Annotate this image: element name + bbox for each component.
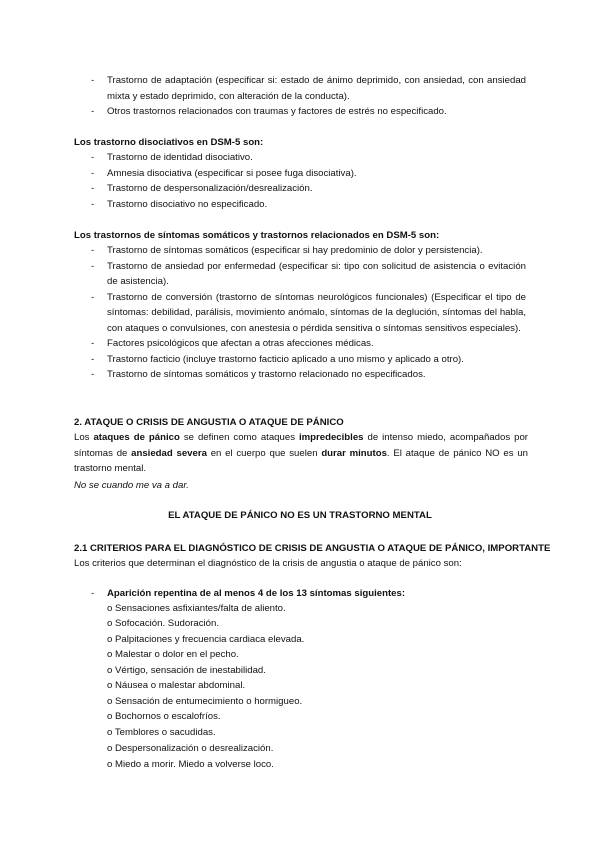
list-item xyxy=(0,352,600,368)
list-item xyxy=(0,150,600,166)
bullet-dash: - xyxy=(91,369,95,380)
bullet-dash: - xyxy=(91,588,95,599)
symptom-item: o Bochornos o escalofríos. xyxy=(107,711,221,722)
somatic-list xyxy=(0,243,600,383)
list-item xyxy=(0,290,600,337)
bold-term: impredecibles xyxy=(298,432,364,443)
dissociative-list xyxy=(0,150,600,212)
dissociative-heading: Los trastorno disociativos en DSM-5 son: xyxy=(74,137,264,148)
somatic-heading: Los trastornos de síntomas somáticos y trastornos relacionados en DSM-5 son: xyxy=(74,230,440,241)
bullet-dash: - xyxy=(91,75,95,86)
criterion-text: Aparición repentina de al menos 4 de los 13 síntomas siguientes: xyxy=(107,588,406,599)
section21-intro: Los criterios que determinan el diagnóstico de la crisis de angustia o ataque de pánico son: xyxy=(74,558,462,569)
section2-paragraph xyxy=(74,430,528,477)
symptom-item: o Temblores o sacudidas. xyxy=(107,727,216,738)
list-item-text: Factores psicológicos que afectan a otras afecciones médicas. xyxy=(107,338,374,349)
center-title: EL ATAQUE DE PÁNICO NO ES UN TRASTORNO MENTAL xyxy=(168,510,432,521)
symptom-item: o Vértigo, sensación de inestabilidad. xyxy=(107,665,266,676)
list-item-text: Trastorno de síntomas somáticos y trastorno relacionado no especificados. xyxy=(107,369,426,380)
symptom-item: o Palpitaciones y frecuencia cardiaca elevada. xyxy=(107,634,305,645)
bullet-dash: - xyxy=(91,152,95,163)
bullet-dash: - xyxy=(91,198,95,210)
list-item xyxy=(0,104,600,120)
paragraph-text: Los xyxy=(74,432,94,443)
bullet-dash: - xyxy=(91,167,95,179)
bullet-dash: - xyxy=(91,106,95,117)
italic-note xyxy=(74,478,528,494)
list-item-text: Trastorno de despersonalización/desrealización. xyxy=(107,183,313,194)
section21-heading: 2.1 CRITERIOS PARA EL DIAGNÓSTICO DE CRISIS DE ANGUSTIA O ATAQUE DE PÁNICO, IMPORTANTE xyxy=(74,543,551,554)
list-item-text: Trastorno facticio (incluye trastorno facticio aplicado a uno mismo y aplicado a otro). xyxy=(107,353,464,365)
list-item-text: Trastorno de adaptación (especificar si: estado de ánimo deprimido, con ansiedad, con ansiedad mixta y estado deprimido, con alteración de la conducta). xyxy=(107,75,526,102)
list-item-text: Otros trastornos relacionados con traumas y factores de estrés no especificado. xyxy=(107,106,447,117)
criteria-list xyxy=(0,586,600,602)
symptom-item: o Sensación de entumecimiento o hormigueo. xyxy=(107,696,303,707)
list-item xyxy=(0,181,600,197)
bold-term: durar minutos xyxy=(321,447,387,459)
symptom-item: o Náusea o malestar abdominal. xyxy=(107,680,246,691)
symptom-item: o Despersonalización o desrealización. xyxy=(107,743,274,754)
symptom-item: o Sofocación. Sudoración. xyxy=(107,618,220,629)
bullet-dash: - xyxy=(91,245,95,256)
list-item xyxy=(0,73,600,104)
list-item xyxy=(0,586,600,602)
bold-term: ansiedad severa xyxy=(131,447,207,459)
bold-term: ataques de pánico xyxy=(93,432,180,443)
paragraph-text: de intenso miedo, acompañados por síntomas de xyxy=(74,432,528,459)
list-item-text: Trastorno de síntomas somáticos (especificar si hay predominio de dolor y persistencia). xyxy=(107,245,483,256)
paragraph-text: en el cuerpo que suelen xyxy=(206,447,322,459)
note-text: No se cuando me va a dar. xyxy=(74,480,189,491)
list-item-text: Trastorno de conversión (trastorno de síntomas neurológicos funcionales) (Especificar el tipo de síntomas: debilidad, parálisis, movimiento anómalo, síntomas de la deglución, síntomas del habla, con ataques o convulsiones, con anestesia o pérdida sensitiva o síntomas sensitivos especiales). xyxy=(107,291,526,334)
list-item xyxy=(0,197,600,213)
list-item xyxy=(0,166,600,182)
list-item-text: Trastorno disociativo no especificado. xyxy=(107,198,268,210)
list-item xyxy=(0,336,600,352)
symptom-item: o Miedo a morir. Miedo a volverse loco. xyxy=(107,759,274,770)
paragraph-text: se definen como ataques xyxy=(179,432,299,443)
list-item xyxy=(0,243,600,259)
bullet-dash: - xyxy=(91,183,95,194)
list-item xyxy=(0,259,600,290)
bullet-dash: - xyxy=(91,338,95,349)
list-item-text: Amnesia disociativa (especificar si posee fuga disociativa). xyxy=(107,167,357,179)
bullet-dash: - xyxy=(91,353,95,365)
section2-heading: 2. ATAQUE O CRISIS DE ANGUSTIA O ATAQUE DE PÁNICO xyxy=(74,417,344,428)
symptom-item: o Sensaciones asfixiantes/falta de aliento. xyxy=(107,603,286,614)
paragraph-text: . El ataque de pánico NO es un trastorno mental. xyxy=(74,447,528,475)
symptom-item: o Malestar o dolor en el pecho. xyxy=(107,649,239,660)
list-item xyxy=(0,367,600,383)
adaptation-list xyxy=(0,73,600,120)
bullet-dash: - xyxy=(91,260,95,272)
list-item-text: Trastorno de identidad disociativo. xyxy=(107,152,253,163)
list-item-text: Trastorno de ansiedad por enfermedad (especificar si: tipo con solicitud de asistencia o evitación de asistencia). xyxy=(107,260,526,287)
bullet-dash: - xyxy=(91,291,95,303)
